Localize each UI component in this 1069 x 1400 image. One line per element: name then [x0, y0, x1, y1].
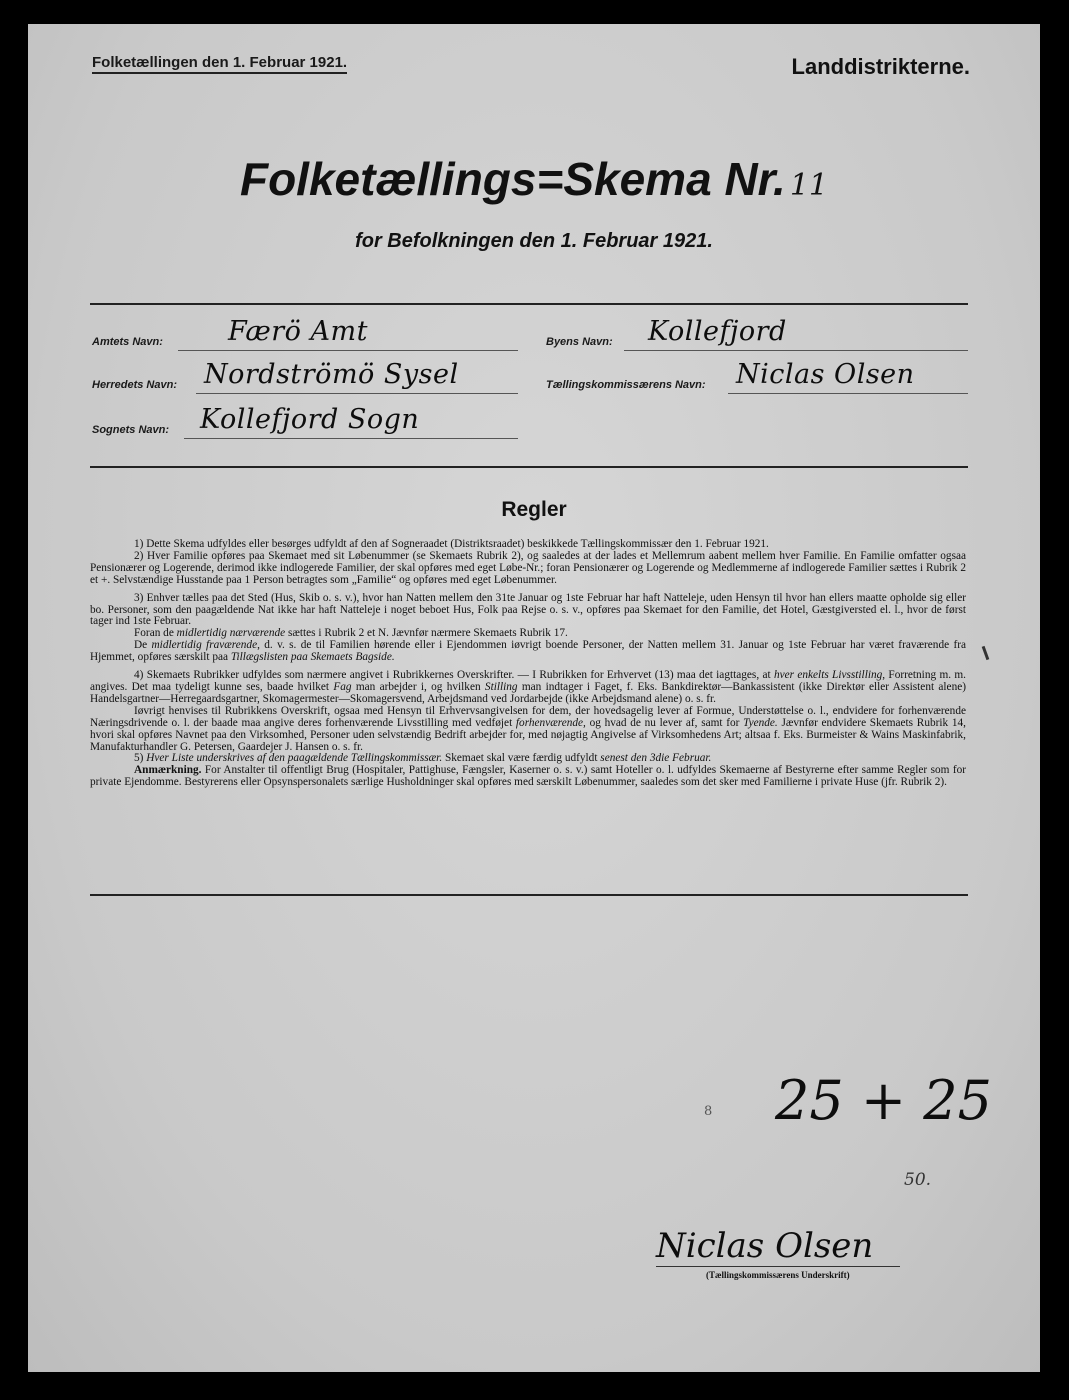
- bottom-divider: [90, 894, 968, 896]
- form-title-text: Folketællings=Skema Nr.: [239, 153, 786, 205]
- rule-4: 4) Skemaets Rubrikker udfyldes som nærmere angivet i Rubrikkernes Overskrifter. — I Rubrikken for Erhvervet (13) maa det iagttages, at hver enkelts Livsstilling, Forretning m. m. angives. Det maa tydeligt kunne ses, baade hvilket Fag man arbejder i, og hvilken Stilling man indtager i Faget, f. Eks. Bankdirektør—Bankassistent (ikke Direktør eller Assistent alene) Handelsgartner—Herregaardsgartner, Skomagermester—Skomagersvend, Arbejdsmand ved Jordarbejde (ikke Arbejdsmand alene) o. s. fr.: [90, 669, 966, 705]
- rules-heading: Regler: [501, 498, 567, 521]
- sogn-value: Kollefjord Sogn: [200, 404, 420, 435]
- amt-value: Færö Amt: [228, 316, 368, 347]
- pencil-mark: 8: [704, 1104, 713, 1119]
- handwritten-fifty: 50.: [904, 1170, 932, 1190]
- signature-line: [656, 1266, 900, 1267]
- herred-value: Nordströmö Sysel: [204, 359, 459, 390]
- margin-mark: [982, 646, 990, 660]
- form-number-handwritten: 11: [789, 168, 828, 203]
- handwritten-count: 25 + 25: [774, 1069, 992, 1132]
- fields-divider: [90, 466, 968, 468]
- header-district-type: Landdistrikterne.: [791, 54, 970, 79]
- header-census-date: Folketællingen den 1. Februar 1921.: [92, 54, 347, 74]
- rule-4-continued: Iøvrigt henvises til Rubrikkens Overskrift, ogsaa med Hensyn til Erhvervsangivelsen for dem, der hovedsagelig lever af Formue, Understøttelse o. l., endvidere for forhenværende Næringsdrivende o. l. der baade maa angive deres forhenværende Livsstilling med vedføjet forhenværende, og hvad de nu lever af, samt for Tyende. Jævnfør endvidere Skemaets Rubrik 14, hvori skal opføres Navnet paa den Virksomhed, Personer uden selvstændig Bedrift arbejder for, med nøjagtig Angivelse af Virksomhedens Art; altsaa f. Eks. Burmeister & Wains Maskinfabrik, Manufakturhandler G. Petersen, Gaardejer J. Hansen o. s. fr.: [90, 704, 966, 753]
- by-value: Kollefjord: [648, 316, 787, 347]
- kommissaer-label: Tællingskommissærens Navn:: [546, 379, 706, 391]
- amt-line: [178, 350, 518, 351]
- rule-5: 5) Hver Liste underskrives af den paagældende Tællingskommissær. Skemaet skal være færdig udfyldt senest den 3die Februar.: [134, 752, 712, 765]
- sogn-line: [184, 438, 518, 439]
- kommissaer-line: [728, 393, 968, 394]
- by-label: Byens Navn:: [546, 336, 613, 348]
- kommissaer-value: Niclas Olsen: [736, 359, 915, 390]
- form-title: [28, 152, 1040, 206]
- rule-2: 2) Hver Familie opføres paa Skemaet med sit Løbenummer (se Skemaets Rubrik 2), og saaledes at der lades et Mellemrum aabent mellem hver Familie. En Familie omfatter ogsaa Pensionærer og Logerende, derimod ikke indlogerede Familier, der skal opføres med eget Løbe-Nr.; foran Pensionærer og Logerende og Medlemmerne af indlogerede Familier sættes i Rubrik 2 et +. Selvstændige Husstande paa 1 Person betragtes som „Familie“ og opføres med eget Løbenummer.: [90, 549, 966, 586]
- amt-label: Amtets Navn:: [92, 336, 163, 348]
- form-subtitle: for Befolkningen den 1. Februar 1921.: [355, 230, 713, 252]
- herred-label: Herredets Navn:: [92, 379, 177, 391]
- commissioner-signature: Niclas Olsen: [656, 1226, 874, 1266]
- herred-line: [196, 393, 518, 394]
- sogn-label: Sognets Navn:: [92, 424, 170, 436]
- rule-1: 1) Dette Skema udfyldes eller besørges udfyldt af den af Sogneraadet (Distriktsraadet) beskikkede Tællingskommissær den 1. Februar 1921.: [134, 538, 769, 550]
- rule-3: 3) Enhver tælles paa det Sted (Hus, Skib o. s. v.), hvor han Natten mellem den 31te Januar og 1ste Februar har haft Natteleje, uden Hensyn til hvor han ellers maatte opholde sig eller bo. Personer, som den paagældende Nat ikke har haft Natteleje i noget beboet Hus, Folk paa Rejse o. s. v., opføres paa Skemaet for den Familie, det Hotel, Gæstgiversted el. l., hvor de først tager ind 1ste Februar.: [90, 591, 966, 628]
- rules-body: [90, 539, 966, 789]
- top-divider: [90, 303, 968, 305]
- rule-note: Anmærkning. For Anstalter til offentligt Brug (Hospitaler, Pattighuse, Fængsler, Kaserner o. s. v.) samt Hoteller o. l. udfyldes Skemaerne af Bestyrerne efter samme Regler som for private Ejendomme. Bestyrerens eller Opsynspersonalets særlige Husholdninger skal opføres med særskilt Løbenummer, saaledes som det sker med Familierne i private Huse (jfr. Rubrik 2).: [90, 764, 966, 789]
- census-form-sheet: [28, 24, 1040, 1372]
- signature-caption: (Tællingskommissærens Underskrift): [706, 1270, 850, 1280]
- rule-3-absent: De midlertidig fraværende, d. v. s. de til Familien hørende eller i Ejendommen iøvrigt boende Personer, der Natten mellem 31. Januar og 1ste Februar har været fraværende fra Hjemmet, opføres særskilt paa Tillægslisten paa Skemaets Bagside.: [90, 639, 966, 664]
- by-line: [624, 350, 968, 351]
- rule-3-present: Foran de midlertidig nærværende sættes i Rubrik 2 et N. Jævnfør nærmere Skemaets Rubrik 17.: [134, 627, 568, 640]
